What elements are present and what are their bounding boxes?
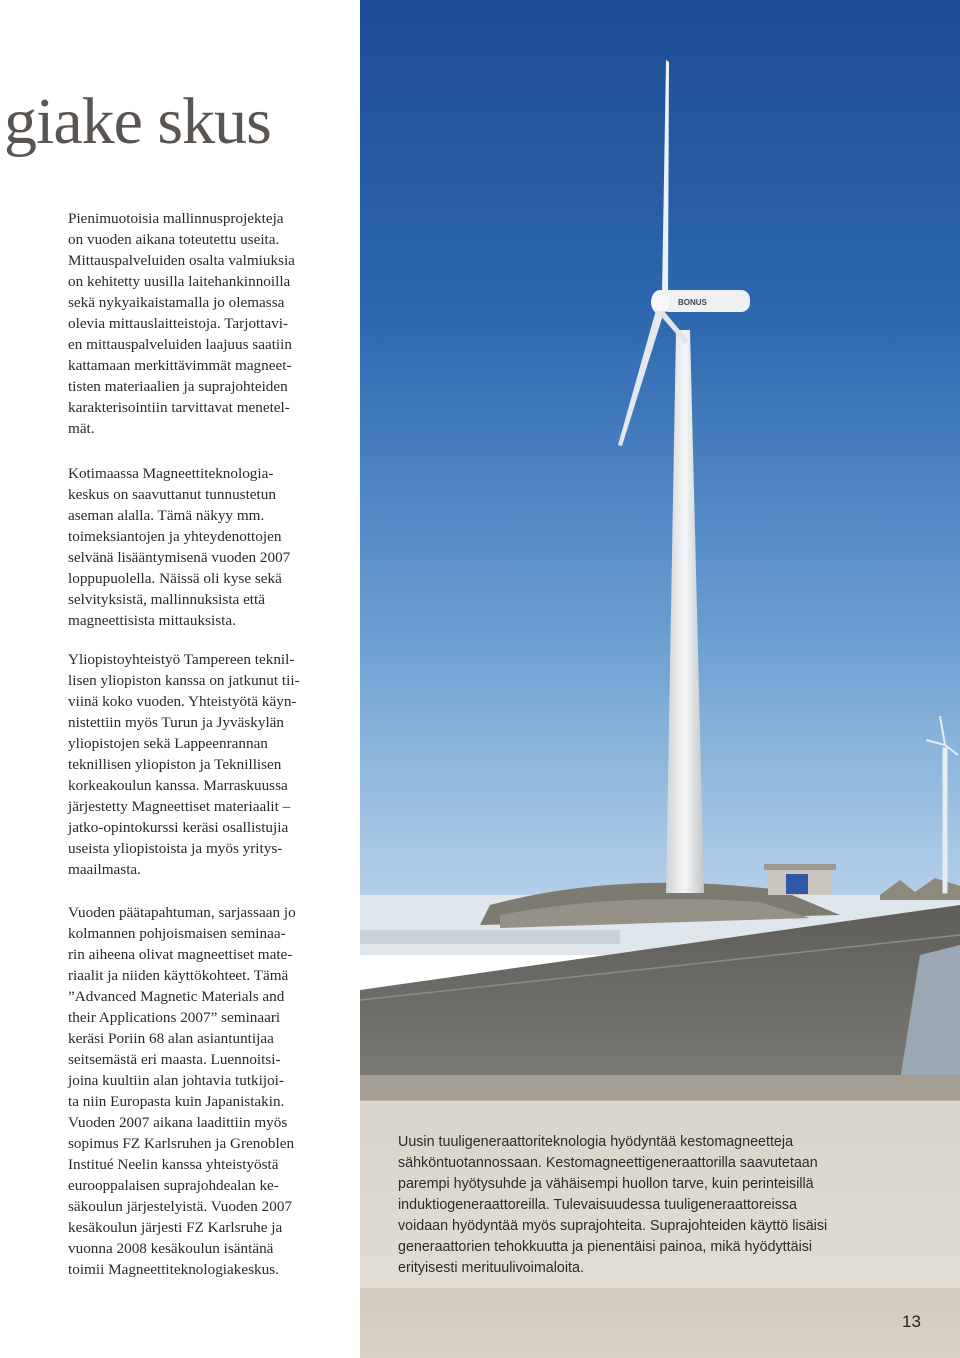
text-column [0, 0, 360, 1358]
paragraph-university-cooperation: Yliopistoyhteistyö Tampereen teknil- lisen yliopiston kanssa on jatkunut tii- viinä koko vuoden. Yhteistyötä käyn- nistettiin myös Turun ja Jyväskylän yliopistojen sekä Lappeenrannan teknillisen yliopiston ja Teknillisen korkeakoulun kanssa. Marraskuussa järjestetty Magneettiset materiaalit – jatko-opintokurssi keräsi osallistujia useista yliopistoista ja myös yritys- maailmasta. [68, 651, 300, 878]
nacelle-brand-label: BONUS [678, 298, 707, 307]
photo-caption: Uusin tuuligeneraattoriteknologia hyödyntää kestomagneetteja sähköntuotannossaan. Kestomagneettigeneraattorilla saavutetaan parempi hyötysuhde ja vähäisempi huollon tarve, kuin perinteisillä induktiogeneraattoreilla. Tulevaisuudessa tuuligeneraattoreissa voidaan hyödyntää myös suprajohteita. Suprajohteiden käyttö lisäisi generaattorien tehokkuutta ja pienentäisi painoa, mikä hyödyttäisi erityisesti merituulivoimaloita. [398, 1134, 828, 1276]
paragraph-domestic-position: Kotimaassa Magneettiteknologia- keskus on saavuttanut tunnustetun aseman alalla. Tämä näkyy mm. toimeksiantojen ja yhteydenottojen selvänä lisääntymisenä vuoden 2007 loppupuolella. Näissä oli kyse sekä selvityksistä, mallinnuksista että magneettisista mittauksista. [68, 465, 291, 629]
page-heading: giake skus [4, 85, 271, 158]
page-number: 13 [902, 1312, 921, 1331]
paragraph-seminar: Vuoden päätapahtuman, sarjassaan jo kolmannen pohjoismaisen seminaa- rin aiheena olivat magneettiset mate- riaalit ja niiden käyttökohteet. Tämä ”Advanced Magnetic Materials and their Applications 2007” seminaari keräsi Poriin 68 alan asiantuntijaa seitsemästä eri maasta. Luennoitsi- joina kuultiin alan johtavia tutkijoi- ta niin Europasta kuin Japanistakin. Vuoden 2007 aikana laadittiin myös sopimus FZ Karlsruhen ja Grenoblen Institué Neelin kanssa yhteistyöstä eurooppalaisen suprajohdealan ke- säkoulun järjestelyistä. Vuoden 2007 kesäkoulun järjesti FZ Karlsruhe ja vuonna 2008 kesäkoulun isäntänä toimii Magneettiteknologiakeskus. [68, 904, 296, 1278]
paragraph-measurement-services: Pienimuotoisia mallinnusprojekteja on vuoden aikana toteutettu useita. Mittauspalveluiden osalta valmiuksia on kehitetty uusilla laitehankinnoilla sekä nykyaikaistamalla jo olemassa olevia mittauslaitteistoja. Tarjottavi- en mittauspalveluiden laajuus saatiin kattamaan merkittävimmät magneet- tisten materiaalien ja suprajohteiden karakterisointiin tarvittavat menetel- mät. [68, 210, 295, 437]
